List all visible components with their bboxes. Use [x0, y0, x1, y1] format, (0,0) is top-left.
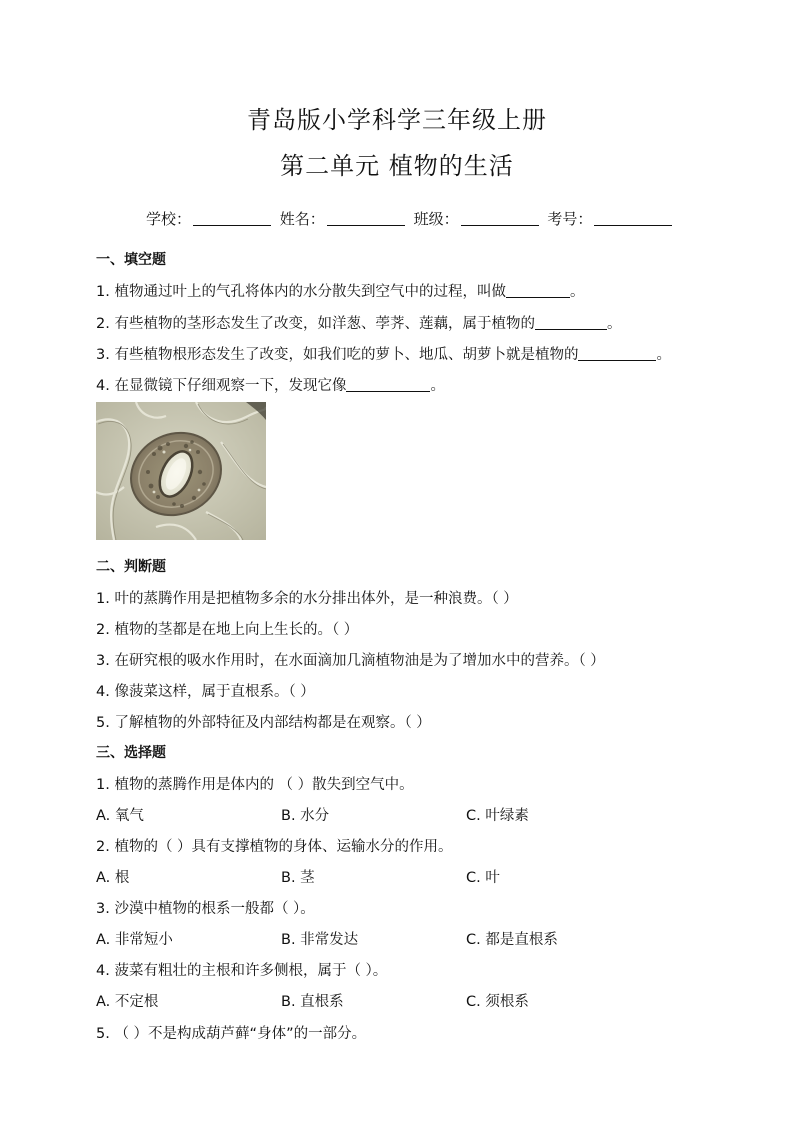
school-label: 学校： — [146, 210, 192, 228]
fill-q1-text: 1. 植物通过叶上的气孔将体内的水分散失到空气中的过程，叫做 — [96, 284, 506, 300]
choice-q3-option-a[interactable]: A. 非常短小 — [96, 932, 173, 948]
fill-q4-text: 4. 在显微镜下仔细观察一下，发现它像 — [96, 378, 347, 394]
choice-q2-option-b[interactable]: B. 茎 — [281, 870, 315, 886]
judge-question-2: 2. 植物的茎都是在地上向上生长的。（ ） — [96, 622, 359, 638]
fill-q1-blank[interactable] — [506, 283, 570, 298]
page-subtitle: 第二单元 植物的生活 — [280, 152, 514, 180]
fill-q4-blank[interactable] — [346, 377, 430, 392]
choice-q2-option-c[interactable]: C. 叶 — [466, 870, 500, 886]
fill-section-heading: 一、填空题 — [96, 252, 166, 268]
page-title: 青岛版小学科学三年级上册 — [247, 106, 547, 134]
fill-q2-text: 2. 有些植物的茎形态发生了改变，如洋葱、荸荠、莲藕，属于植物的 — [96, 316, 535, 332]
student-info-row — [146, 208, 676, 229]
number-label: 考号： — [547, 210, 593, 228]
choice-q3-option-b[interactable]: B. 非常发达 — [281, 932, 359, 948]
number-field[interactable] — [594, 211, 672, 226]
fill-question-2 — [96, 312, 621, 333]
choice-q1-option-a[interactable]: A. 氧气 — [96, 808, 144, 824]
judge-section-heading: 二、判断题 — [96, 559, 166, 575]
fill-q4-end: 。 — [430, 378, 445, 394]
choice-question-5: 5. （ ）不是构成葫芦藓“身体”的一部分。 — [96, 1026, 367, 1042]
name-field[interactable] — [327, 211, 405, 226]
judge-question-5: 5. 了解植物的外部特征及内部结构都是在观察。（ ） — [96, 715, 431, 731]
judge-question-1: 1. 叶的蒸腾作用是把植物多余的水分排出体外，是一种浪费。（ ） — [96, 591, 518, 607]
choice-question-1: 1. 植物的蒸腾作用是体内的 （ ）散失到空气中。 — [96, 777, 414, 793]
choice-question-2: 2. 植物的（ ）具有支撑植物的身体、运输水分的作用。 — [96, 839, 453, 855]
fill-q3-blank[interactable] — [578, 346, 656, 361]
fill-question-3 — [96, 343, 671, 364]
choice-q4-option-b[interactable]: B. 直根系 — [281, 994, 344, 1010]
judge-question-3: 3. 在研究根的吸水作用时，在水面滴加几滴植物油是为了增加水中的营养。（ ） — [96, 653, 605, 669]
fill-q1-end: 。 — [569, 284, 585, 300]
class-label: 班级： — [413, 210, 459, 228]
choice-q3-option-c[interactable]: C. 都是直根系 — [466, 932, 558, 948]
fill-question-1 — [96, 280, 584, 301]
choice-q4-option-a[interactable]: A. 不定根 — [96, 994, 159, 1010]
judge-question-4: 4. 像菠菜这样，属于直根系。（ ） — [96, 684, 315, 700]
class-field[interactable] — [461, 211, 539, 226]
name-label: 姓名： — [279, 210, 325, 228]
stomata-micrograph-svg — [96, 402, 266, 540]
fill-q3-text: 3. 有些植物根形态发生了改变，如我们吃的萝卜、地瓜、胡萝卜就是植物的 — [96, 347, 579, 363]
fill-q3-end: 。 — [656, 347, 671, 363]
choice-section-heading: 三、选择题 — [96, 745, 166, 761]
choice-q2-option-a[interactable]: A. 根 — [96, 870, 130, 886]
choice-question-3: 3. 沙漠中植物的根系一般都（ ）。 — [96, 901, 315, 917]
choice-question-4: 4. 菠菜有粗壮的主根和许多侧根，属于（ ）。 — [96, 963, 388, 979]
choice-q1-option-c[interactable]: C. 叶绿素 — [466, 808, 529, 824]
choice-q4-option-c[interactable]: C. 须根系 — [466, 994, 529, 1010]
school-field[interactable] — [193, 211, 271, 226]
fill-question-4 — [96, 374, 445, 395]
fill-q2-blank[interactable] — [535, 315, 607, 330]
fill-q2-end: 。 — [606, 316, 622, 332]
stomata-micrograph-image — [96, 402, 266, 540]
choice-q1-option-b[interactable]: B. 水分 — [281, 808, 330, 824]
